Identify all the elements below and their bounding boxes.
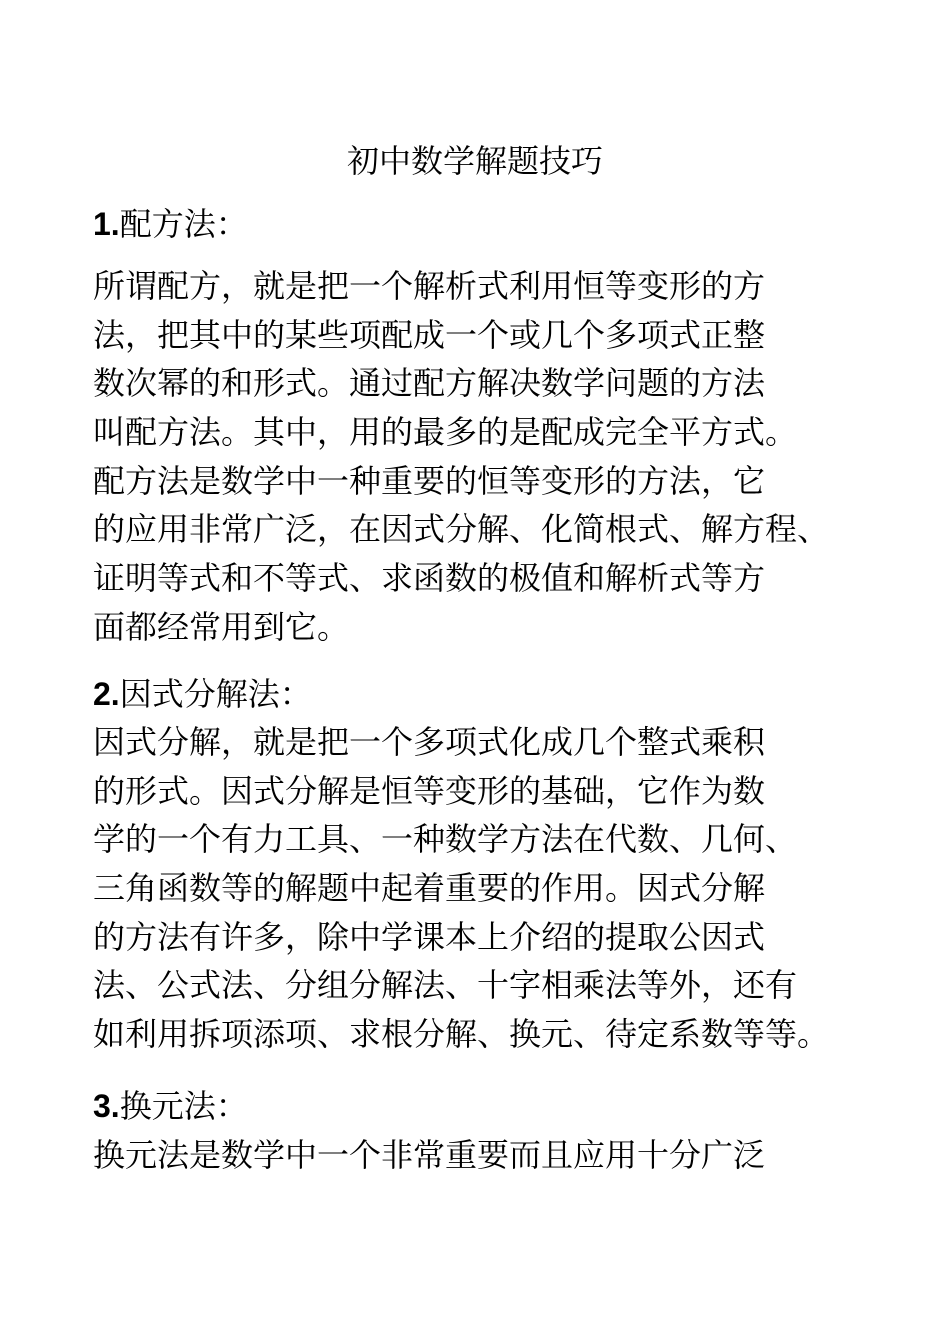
paragraph-line: 数次幂的和形式。通过配方解决数学问题的方法 xyxy=(93,364,766,403)
section-paragraph-3 xyxy=(93,1131,853,1180)
section-heading-3 xyxy=(93,1082,248,1130)
section-paragraph-2 xyxy=(93,718,853,1059)
section-number: 1. xyxy=(93,206,120,242)
paragraph-line: 叫配方法。其中，用的最多的是配成完全平方式。 xyxy=(93,413,798,452)
paragraph-line: 证明等式和不等式、求函数的极值和解析式等方 xyxy=(93,559,766,598)
paragraph-line: 法、公式法、分组分解法、十字相乘法等外，还有 xyxy=(93,966,798,1005)
paragraph-line: 学的一个有力工具、一种数学方法在代数、几何、 xyxy=(93,820,798,859)
paragraph-line: 法，把其中的某些项配成一个或几个多项式正整 xyxy=(93,315,766,354)
paragraph-line: 的应用非常广泛，在因式分解、化简根式、解方程、 xyxy=(93,510,830,549)
section-number: 2. xyxy=(93,676,120,712)
paragraph-line: 换元法是数学中一个非常重要而且应用十分广泛 xyxy=(93,1136,766,1174)
section-paragraph-1 xyxy=(93,262,853,652)
section-heading-text: 因式分解法： xyxy=(119,675,312,713)
paragraph-line: 所谓配方，就是把一个解析式利用恒等变形的方 xyxy=(93,267,766,305)
section-heading-text: 换元法： xyxy=(119,1087,248,1125)
section-heading-text: 配方法： xyxy=(119,205,248,243)
section-heading-2 xyxy=(93,670,312,718)
paragraph-line: 配方法是数学中一种重要的恒等变形的方法，它 xyxy=(93,461,766,500)
paragraph-line: 的形式。因式分解是恒等变形的基础，它作为数 xyxy=(93,771,766,810)
paragraph-line: 面都经常用到它。 xyxy=(93,607,350,646)
paragraph-line: 的方法有许多，除中学课本上介绍的提取公因式 xyxy=(93,917,766,956)
section-number: 3. xyxy=(93,1088,120,1124)
page-title: 初中数学解题技巧 xyxy=(346,142,603,180)
paragraph-line: 三角函数等的解题中起着重要的作用。因式分解 xyxy=(93,869,766,908)
paragraph-line: 如利用拆项添项、求根分解、换元、待定系数等等。 xyxy=(93,1015,830,1054)
paragraph-line: 因式分解，就是把一个多项式化成几个整式乘积 xyxy=(93,723,766,761)
section-heading-1 xyxy=(93,200,248,248)
